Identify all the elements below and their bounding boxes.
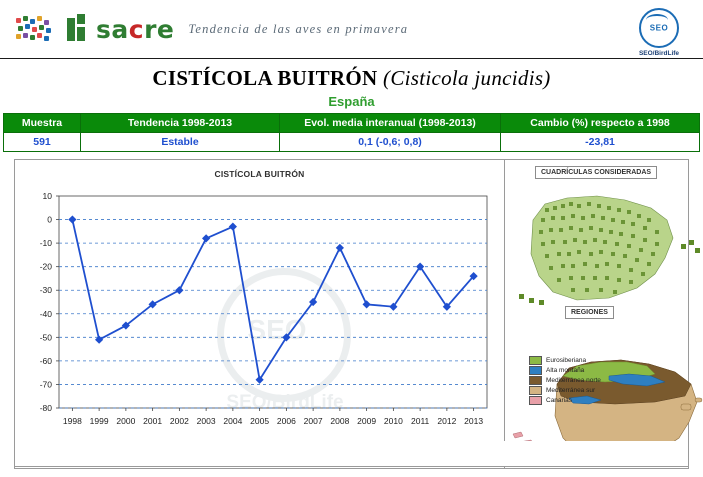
sacre-tagline: Tendencia de las aves en primavera (188, 21, 409, 36)
species-common-name: CISTÍCOLA BUITRÓN (152, 66, 378, 90)
svg-text:2006: 2006 (276, 416, 296, 426)
legend-item (529, 376, 601, 384)
title-block (0, 59, 703, 109)
svg-text:2004: 2004 (223, 416, 243, 426)
value-evolucion: 0,1 (-0,6; 0,8) (280, 133, 501, 152)
legend-item (529, 356, 601, 364)
svg-text:-30: -30 (39, 285, 52, 296)
sacre-bird-icon (64, 14, 90, 44)
seo-logo-circle (639, 8, 679, 48)
svg-text:2011: 2011 (410, 416, 430, 426)
svg-text:2003: 2003 (196, 416, 216, 426)
svg-text:1999: 1999 (89, 416, 109, 426)
svg-text:1998: 1998 (62, 416, 82, 426)
svg-text:-50: -50 (39, 332, 52, 343)
watermark-subtext: SEO/BirdLife (226, 392, 344, 413)
svg-text:2009: 2009 (357, 416, 377, 426)
spain-grid-map (505, 182, 703, 322)
legend-label: Mediterránea norte (546, 376, 601, 384)
legend-item (529, 396, 601, 404)
svg-text:-80: -80 (39, 403, 52, 413)
peninsula-shape (531, 196, 673, 300)
svg-text:2000: 2000 (116, 416, 136, 426)
page-title (0, 66, 703, 91)
seo-birdlife-logo (631, 8, 687, 57)
country-label: España (328, 94, 375, 109)
svg-text:0: 0 (47, 214, 52, 225)
sacre-logo (14, 14, 408, 44)
legend-item (529, 366, 601, 374)
legend-label: Eurosiberiana (546, 356, 587, 364)
table-header-row (4, 114, 700, 133)
page-header (0, 0, 703, 59)
legend-label: Canarias (546, 396, 573, 404)
header-evolucion: Evol. media interanual (1998-2013) (280, 114, 501, 133)
svg-text:-40: -40 (39, 308, 52, 319)
svg-text:2002: 2002 (169, 416, 189, 426)
seo-logo-text: SEO (649, 23, 669, 33)
svg-text:-10: -10 (39, 238, 52, 249)
watermark-text: SEO (247, 314, 307, 345)
svg-text:-20: -20 (39, 261, 52, 272)
legend-swatch-mediterranea-sur (529, 386, 542, 395)
svg-text:10: 10 (42, 191, 52, 201)
chart-panel (15, 160, 505, 468)
sacre-wordmark: sacre (96, 14, 175, 44)
sacre-wordmark-accent: c (128, 14, 145, 44)
legend-swatch-canarias (529, 396, 542, 405)
header-tendencia: Tendencia 1998-2013 (81, 114, 280, 133)
svg-text:-60: -60 (39, 355, 52, 366)
legend-swatch-eurosiberiana (529, 356, 542, 365)
value-cambio: -23,81 (501, 133, 700, 152)
footer-strip (14, 441, 689, 467)
map-panel (505, 160, 688, 468)
svg-text:2001: 2001 (143, 416, 163, 426)
svg-text:2005: 2005 (250, 416, 270, 426)
stats-table (3, 113, 700, 152)
header-muestra: Muestra (4, 114, 81, 133)
svg-text:2008: 2008 (330, 416, 350, 426)
legend-swatch-alta-montana (529, 366, 542, 375)
dots-mosaic-icon (14, 14, 58, 44)
value-tendencia: Estable (81, 133, 280, 152)
chart-title: CISTÍCOLA BUITRÓN (214, 169, 305, 179)
line-chart (15, 160, 505, 468)
svg-text:2007: 2007 (303, 416, 323, 426)
svg-text:2010: 2010 (383, 416, 403, 426)
species-scientific-name: (Cisticola juncidis) (383, 66, 551, 90)
regions-legend (529, 356, 601, 406)
legend-label: Alta montaña (546, 366, 585, 374)
content-area (14, 159, 689, 469)
value-muestra: 591 (4, 133, 81, 152)
legend-label: Mediterránea sur (546, 386, 596, 394)
header-cambio: Cambio (%) respecto a 1998 (501, 114, 700, 133)
grid-caption: CUADRÍCULAS CONSIDERADAS (535, 166, 657, 179)
svg-text:2012: 2012 (437, 416, 457, 426)
table-row (4, 133, 700, 152)
legend-item (529, 386, 601, 394)
svg-text:2013: 2013 (464, 416, 484, 426)
svg-text:-70: -70 (39, 379, 52, 390)
regions-caption: REGIONES (565, 306, 614, 319)
legend-swatch-mediterranea-norte (529, 376, 542, 385)
seo-logo-caption: SEO/BirdLife (638, 50, 680, 57)
